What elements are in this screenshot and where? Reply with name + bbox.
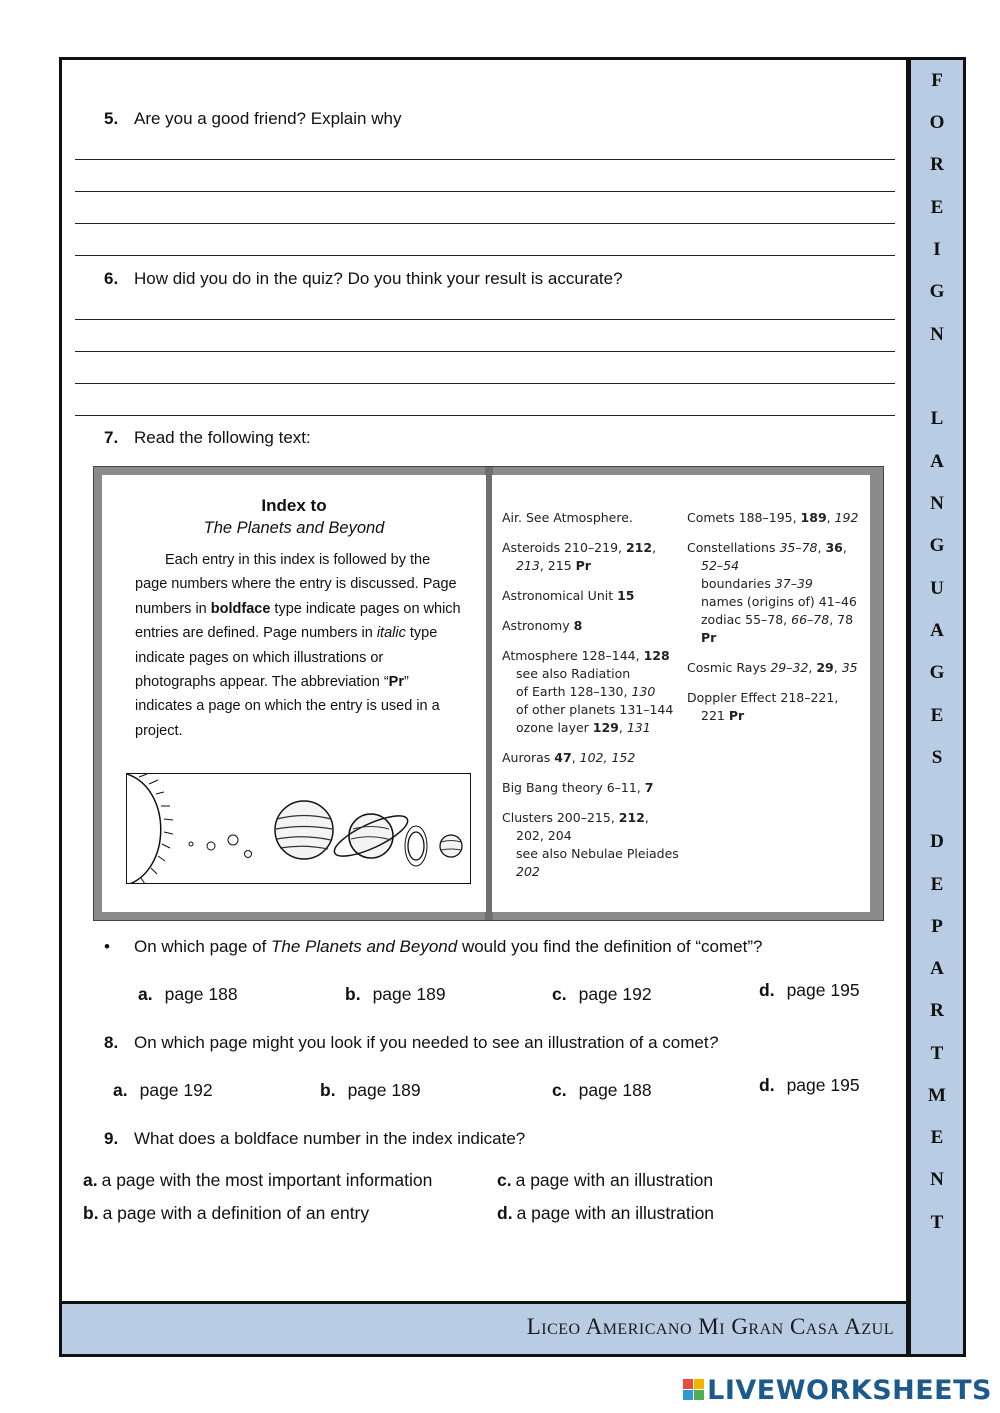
index-entry: Doppler Effect 218–221, 221 Pr xyxy=(687,690,839,723)
question-number: 7. xyxy=(104,428,119,447)
index-entry: Astronomy 8 xyxy=(502,618,583,633)
answer-line[interactable] xyxy=(75,191,895,192)
sidebar-letter: U xyxy=(930,578,944,599)
planets-drawing xyxy=(127,774,471,884)
answer-line[interactable] xyxy=(75,351,895,352)
index-book-image xyxy=(93,466,884,921)
question-7 xyxy=(104,428,311,448)
answer-line[interactable] xyxy=(75,319,895,320)
index-column-2 xyxy=(687,509,867,737)
question-text: How did you do in the quiz? Do you think your result is accurate? xyxy=(134,269,623,288)
sidebar-letter: D xyxy=(930,831,944,852)
sidebar-letter: F xyxy=(931,70,943,91)
sidebar-letter: R xyxy=(930,1000,944,1021)
liveworksheets-logo-icon xyxy=(683,1379,705,1401)
question-number: 6. xyxy=(104,269,119,288)
sidebar-letter: I xyxy=(933,239,941,260)
sidebar-letter: G xyxy=(929,535,945,556)
sidebar-letter: T xyxy=(930,1212,944,1233)
index-entry: Air. See Atmosphere. xyxy=(502,510,633,525)
index-entry: Auroras 47, 102, 152 xyxy=(502,750,636,765)
answer-line[interactable] xyxy=(75,415,895,416)
book-left-page xyxy=(102,475,486,912)
answer-line[interactable] xyxy=(75,159,895,160)
question-number: 8. xyxy=(104,1033,119,1052)
question-8: 8. On which page might you look if you needed to see an illustration of a comet? xyxy=(104,1033,719,1052)
school-name: Liceo Americano Mi Gran Casa Azul xyxy=(526,1314,894,1339)
sidebar-letter: M xyxy=(928,1085,946,1106)
answer-option[interactable]: b. page 189 xyxy=(345,984,446,1004)
answer-option[interactable]: b. page 189 xyxy=(320,1080,421,1100)
index-column-1 xyxy=(502,509,687,893)
sidebar-letter: N xyxy=(930,324,944,345)
department-sidebar xyxy=(908,57,966,1357)
sidebar-letter: A xyxy=(930,620,944,641)
index-title: Index to xyxy=(261,496,327,515)
answer-option[interactable]: a. page 192 xyxy=(113,1080,213,1100)
sidebar-letter: N xyxy=(930,493,944,514)
sidebar-letter: P xyxy=(931,916,943,937)
answer-option[interactable]: d. a page with an illustration xyxy=(497,1203,715,1223)
book-right-page xyxy=(492,475,870,912)
question-text: Are you a good friend? Explain why xyxy=(134,109,402,128)
answer-option[interactable]: d. page 195 xyxy=(759,980,860,1000)
sidebar-letter: E xyxy=(930,874,944,895)
question-number: 9. xyxy=(104,1129,119,1148)
index-entry: Asteroids 210–219, 212, 213, 215 Pr xyxy=(502,540,657,573)
bullet-icon: • xyxy=(104,937,110,956)
index-entry: Big Bang theory 6–11, 7 xyxy=(502,780,654,795)
sidebar-letter: S xyxy=(931,747,943,768)
sidebar-letter: A xyxy=(930,958,944,979)
sidebar-letter: A xyxy=(930,451,944,472)
index-entry: Constellations 35–78, 36, 52–54 boundaries 37–39 names (origins of) 41–46 zodiac 55–78, 66–78, 78 Pr xyxy=(687,540,857,645)
answer-line[interactable] xyxy=(75,383,895,384)
index-entry: Cosmic Rays 29–32, 29, 35 xyxy=(687,660,858,675)
question-5 xyxy=(104,109,401,129)
index-entry: Clusters 200–215, 212, 202, 204 see also Nebulae Pleiades 202 xyxy=(502,810,679,879)
index-entry: Astronomical Unit 15 xyxy=(502,588,635,603)
sidebar-letter: E xyxy=(930,1127,944,1148)
sidebar-letter: R xyxy=(930,154,944,175)
sidebar-letter: E xyxy=(930,705,944,726)
sidebar-letter: N xyxy=(930,1169,944,1190)
sidebar-letter: G xyxy=(929,662,945,683)
answer-line[interactable] xyxy=(75,255,895,256)
answer-option[interactable]: a. page 188 xyxy=(138,984,238,1004)
question-text: On which page might you look if you needed to see an illustration of a comet xyxy=(134,1033,709,1052)
question-text: Read the following text: xyxy=(134,428,311,447)
question-text: What does a boldface number in the index indicate? xyxy=(134,1129,526,1148)
liveworksheets-watermark: LIVEWORKSHEETS xyxy=(683,1375,992,1406)
answer-line[interactable] xyxy=(75,223,895,224)
question-number: 5. xyxy=(104,109,119,128)
sidebar-letter: G xyxy=(929,281,945,302)
footer-bar xyxy=(59,1301,909,1357)
index-entry: Atmosphere 128–144, 128 see also Radiation of Earth 128–130, 130 of other planets 131–144 ozone layer 129, 131 xyxy=(502,648,674,735)
question-9 xyxy=(104,1129,525,1149)
sidebar-letter: T xyxy=(930,1043,944,1064)
index-instructions: Each entry in this index is followed by the page numbers where the entry is discussed. Page numbers in boldface type indicate pages on which entries are defined. Page numbers in italic type indicate pages on which illustrations or photographs appear. The abbreviation “Pr” indicates a page on which the entry is used in a project. xyxy=(135,552,461,739)
sidebar-letter: O xyxy=(929,112,945,133)
answer-option[interactable]: d. page 195 xyxy=(759,1075,860,1095)
solar-system-illustration xyxy=(126,773,471,884)
answer-option[interactable]: b. a page with a definition of an entry xyxy=(83,1203,370,1223)
index-entry: Comets 188–195, 189, 192 xyxy=(687,510,859,525)
bullet-question: • On which page of The Planets and Beyond would you find the definition of “comet”? xyxy=(104,937,763,956)
answer-option[interactable]: a. a page with the most important information xyxy=(83,1170,433,1190)
sidebar-letter: L xyxy=(930,408,944,429)
index-subtitle: The Planets and Beyond xyxy=(203,519,385,537)
answer-option[interactable]: c. a page with an illustration xyxy=(497,1170,714,1190)
question-6 xyxy=(104,269,623,289)
answer-option[interactable]: c. page 192 xyxy=(552,984,652,1004)
sidebar-letter: E xyxy=(930,197,944,218)
answer-option[interactable]: c. page 188 xyxy=(552,1080,652,1100)
